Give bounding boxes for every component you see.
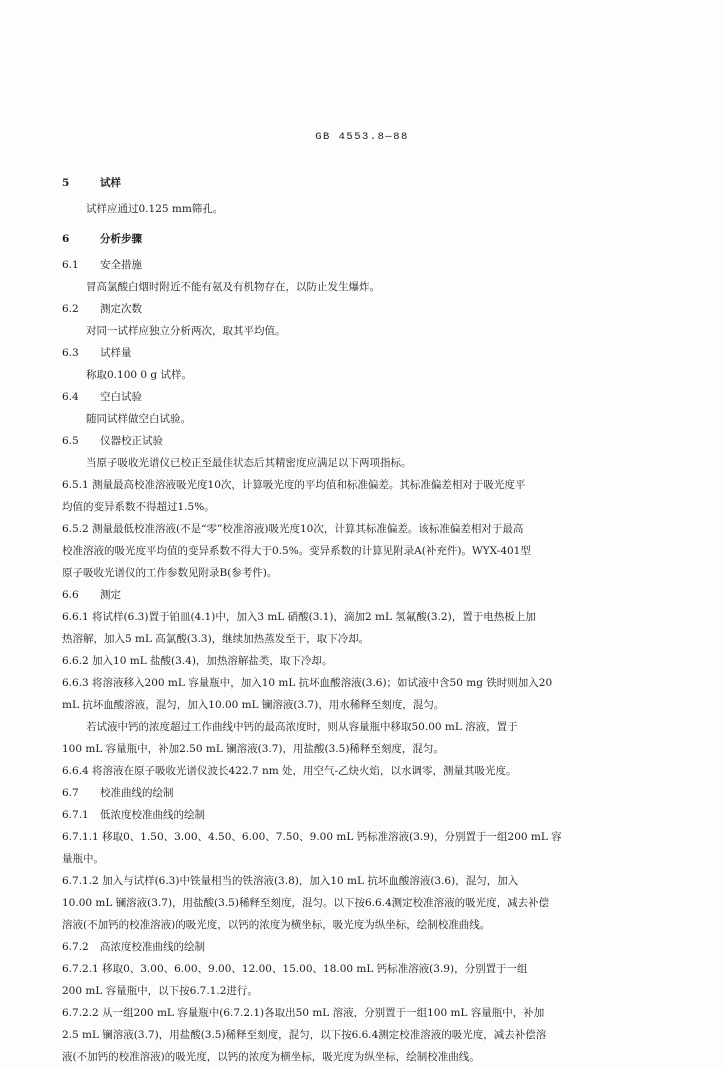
section-6-5-1-line-2: 均值的变异系数不得超过1.5%。 (62, 501, 215, 513)
section-6-7-2-2-line-1: 6.7.2.2 从一组200 mL 容量瓶中(6.7.2.1)各取出50 mL 溶液，分别置于一组100 mL 容量瓶中，补加 (62, 1007, 545, 1019)
section-6-7-1-2-line-1: 6.7.1.2 加入与试样(6.3)中铁量相当的铁溶液(3.8)，加入10 mL 抗坏血酸溶液(3.6)，混匀，加入 (62, 875, 519, 887)
section-6-4-heading: 6.4 空白试验 (62, 391, 142, 403)
section-6-7-2-heading: 6.7.2 高浓度校准曲线的绘制 (62, 941, 205, 953)
section-6-5-1-line-1: 6.5.1 测量最高校准溶液吸光度10次，计算吸光度的平均值和标准偏差。其标准偏差相对于吸光度平 (62, 479, 526, 491)
section-6-7-1-1-line-1: 6.7.1.1 移取0、1.50、3.00、4.50、6.00、7.50、9.00 mL 钙标准溶液(3.9)，分别置于一组200 mL 容 (62, 831, 562, 843)
section-6-1-text: 冒高氯酸白烟时附近不能有氨及有机物存在，以防止发生爆炸。 (86, 281, 380, 293)
section-6-2-heading: 6.2 测定次数 (62, 303, 142, 315)
section-6-7-1-2-line-3: 溶液(不加钙的校准溶液)的吸光度，以钙的浓度为横坐标，吸光度为纵坐标，绘制校准曲线。 (62, 919, 491, 931)
section-6-5-heading: 6.5 仪器校正试验 (62, 435, 163, 447)
section-6-5-2-line-2: 校准溶液的吸光度平均值的变异系数不得大于0.5%。变异系数的计算见附录A(补充件)。WYX-401型 (62, 545, 531, 557)
section-6-4-text: 随同试样做空白试验。 (86, 413, 191, 425)
section-6-5-2-line-3: 原子吸收光谱仪的工作参数见附录B(参考件)。 (62, 567, 278, 579)
section-6-6-3-line-3: 若试液中钙的浓度超过工作曲线中钙的最高浓度时，则从容量瓶中移取50.00 mL 溶液，置于 (86, 721, 518, 733)
section-6-6-3-line-1: 6.6.3 将溶液移入200 mL 容量瓶中，加入10 mL 抗坏血酸溶液(3.6)；如试液中含50 mg 铁时则加入20 (62, 677, 553, 689)
section-6-7-2-2-line-2: 2.5 mL 镧溶液(3.7)，用盐酸(3.5)稀释至刻度，混匀，以下按6.6.4测定校准溶液的吸光度，减去补偿溶 (62, 1029, 547, 1041)
section-6-7-1-2-line-2: 10.00 mL 镧溶液(3.7)，用盐酸(3.5)稀释至刻度，混匀。以下按6.6.4测定校准溶液的吸光度，减去补偿 (62, 897, 550, 909)
section-6-6-1-line-1: 6.6.1 将试样(6.3)置于铂皿(4.1)中，加入3 mL 硝酸(3.1)，滴加2 mL 氢氟酸(3.2)，置于电热板上加 (62, 611, 536, 623)
section-6-heading: 6 分析步骤 (62, 233, 142, 245)
page-header: GB 4553.8—88 (315, 131, 409, 143)
section-6-5-text: 当原子吸收光谱仪已校正至最佳状态后其精密度应满足以下两项指标。 (86, 457, 412, 469)
section-6-1-heading: 6.1 安全措施 (62, 259, 142, 271)
section-6-7-2-1-line-1: 6.7.2.1 移取0、3.00、6.00、9.00、12.00、15.00、18.00 mL 钙标准溶液(3.9)，分别置于一组 (62, 963, 528, 975)
section-6-6-2-line-1: 6.6.2 加入10 mL 盐酸(3.4)，加热溶解盐类，取下冷却。 (62, 655, 333, 667)
section-6-5-2-line-1: 6.5.2 测量最低校准溶液(不是“零”校准溶液)吸光度10次，计算其标准偏差。该标准偏差相对于最高 (62, 523, 524, 535)
section-6-3-heading: 6.3 试样量 (62, 347, 132, 359)
section-5-heading: 5 试样 (62, 177, 121, 189)
document-body (62, 164, 664, 1068)
section-6-7-1-1-line-2: 量瓶中。 (62, 853, 104, 865)
section-6-7-1-heading: 6.7.1 低浓度校准曲线的绘制 (62, 809, 205, 821)
section-6-7-2-2-line-3: 液(不加钙的校准溶液)的吸光度，以钙的浓度为横坐标，吸光度为纵坐标，绘制校准曲线。 (62, 1051, 480, 1063)
section-6-6-4-line-1: 6.6.4 将溶液在原子吸收光谱仪波长422.7 nm 处，用空气-乙炔火焰，以水调零，测量其吸光度。 (62, 765, 517, 777)
section-6-6-heading: 6.6 测定 (62, 589, 121, 601)
section-6-3-text: 称取0.100 0 g 试样。 (86, 369, 192, 381)
section-6-2-text: 对同一试样应独立分析两次，取其平均值。 (86, 325, 286, 337)
section-6-6-3-line-4: 100 mL 容量瓶中，补加2.50 mL 镧溶液(3.7)，用盐酸(3.5)稀释至刻度，混匀。 (62, 743, 444, 755)
section-6-7-heading: 6.7 校准曲线的绘制 (62, 787, 174, 799)
section-6-6-3-line-2: mL 抗坏血酸溶液，混匀，加入10.00 mL 镧溶液(3.7)，用水稀释至刻度，混匀。 (62, 699, 445, 711)
section-6-6-1-line-2: 热溶解，加入5 mL 高氯酸(3.3)，继续加热蒸发至干，取下冷却。 (62, 633, 370, 645)
section-6-7-2-1-line-2: 200 mL 容量瓶中，以下按6.7.1.2进行。 (62, 985, 258, 997)
section-5-text: 试样应通过0.125 mm筛孔。 (86, 203, 224, 215)
